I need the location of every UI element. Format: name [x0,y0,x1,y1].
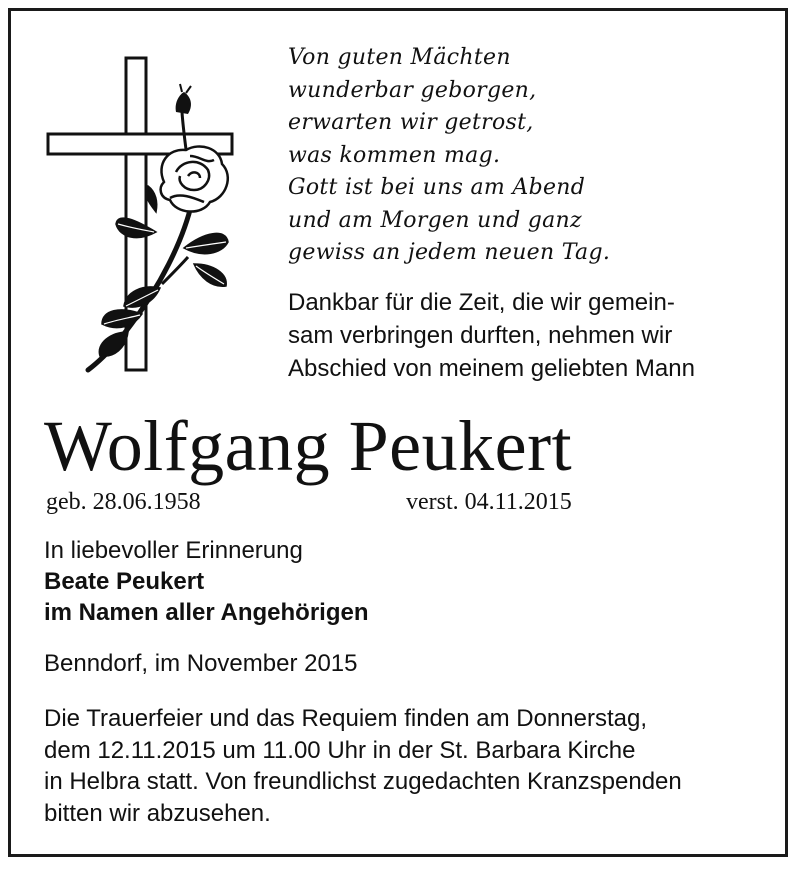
poem-line: wunderbar geborgen, [288,77,537,103]
remembrance-line: In liebevoller Erinnerung [44,537,303,564]
poem-line: Gott ist bei uns am Abend [288,175,586,200]
intro-text [288,286,695,385]
poem-line: Von guten Mächten [288,45,511,70]
birth-date: geb. 28.06.1958 [46,489,201,515]
service-line: Die Trauerfeier und das Requiem finden am Donnerstag, [44,705,647,732]
place-date [44,648,358,679]
poem-line: erwarten wir getrost, [288,110,534,135]
remembrance-block [44,535,369,628]
poem-line: und am Morgen und ganz [288,207,582,233]
death-date: verst. 04.11.2015 [406,489,572,515]
intro-line: sam verbringen durften, nehmen wir [288,322,673,349]
poem-verse [288,42,610,270]
family-line: im Namen aller Angehörigen [44,599,369,626]
cross-with-rose-icon [44,52,249,377]
intro-line: Abschied von meinem geliebten Mann [288,355,695,382]
service-notice [44,703,682,829]
place-date-line: Benndorf, im November 2015 [44,650,358,677]
deceased-name: Wolfgang Peukert [44,406,573,486]
mourner-name: Beate Peukert [44,568,205,595]
poem-line: gewiss an jedem neuen Tag. [288,240,611,265]
intro-line: Dankbar für die Zeit, die wir gemein- [288,289,675,316]
service-line: dem 12.11.2015 um 11.00 Uhr in der St. Barbara Kirche [44,736,636,764]
poem-line: was kommen mag. [288,142,501,168]
service-line: in Helbra statt. Von freundlichst zugedachten Kranzspenden [44,768,682,795]
service-line: bitten wir abzusehen. [44,799,271,827]
